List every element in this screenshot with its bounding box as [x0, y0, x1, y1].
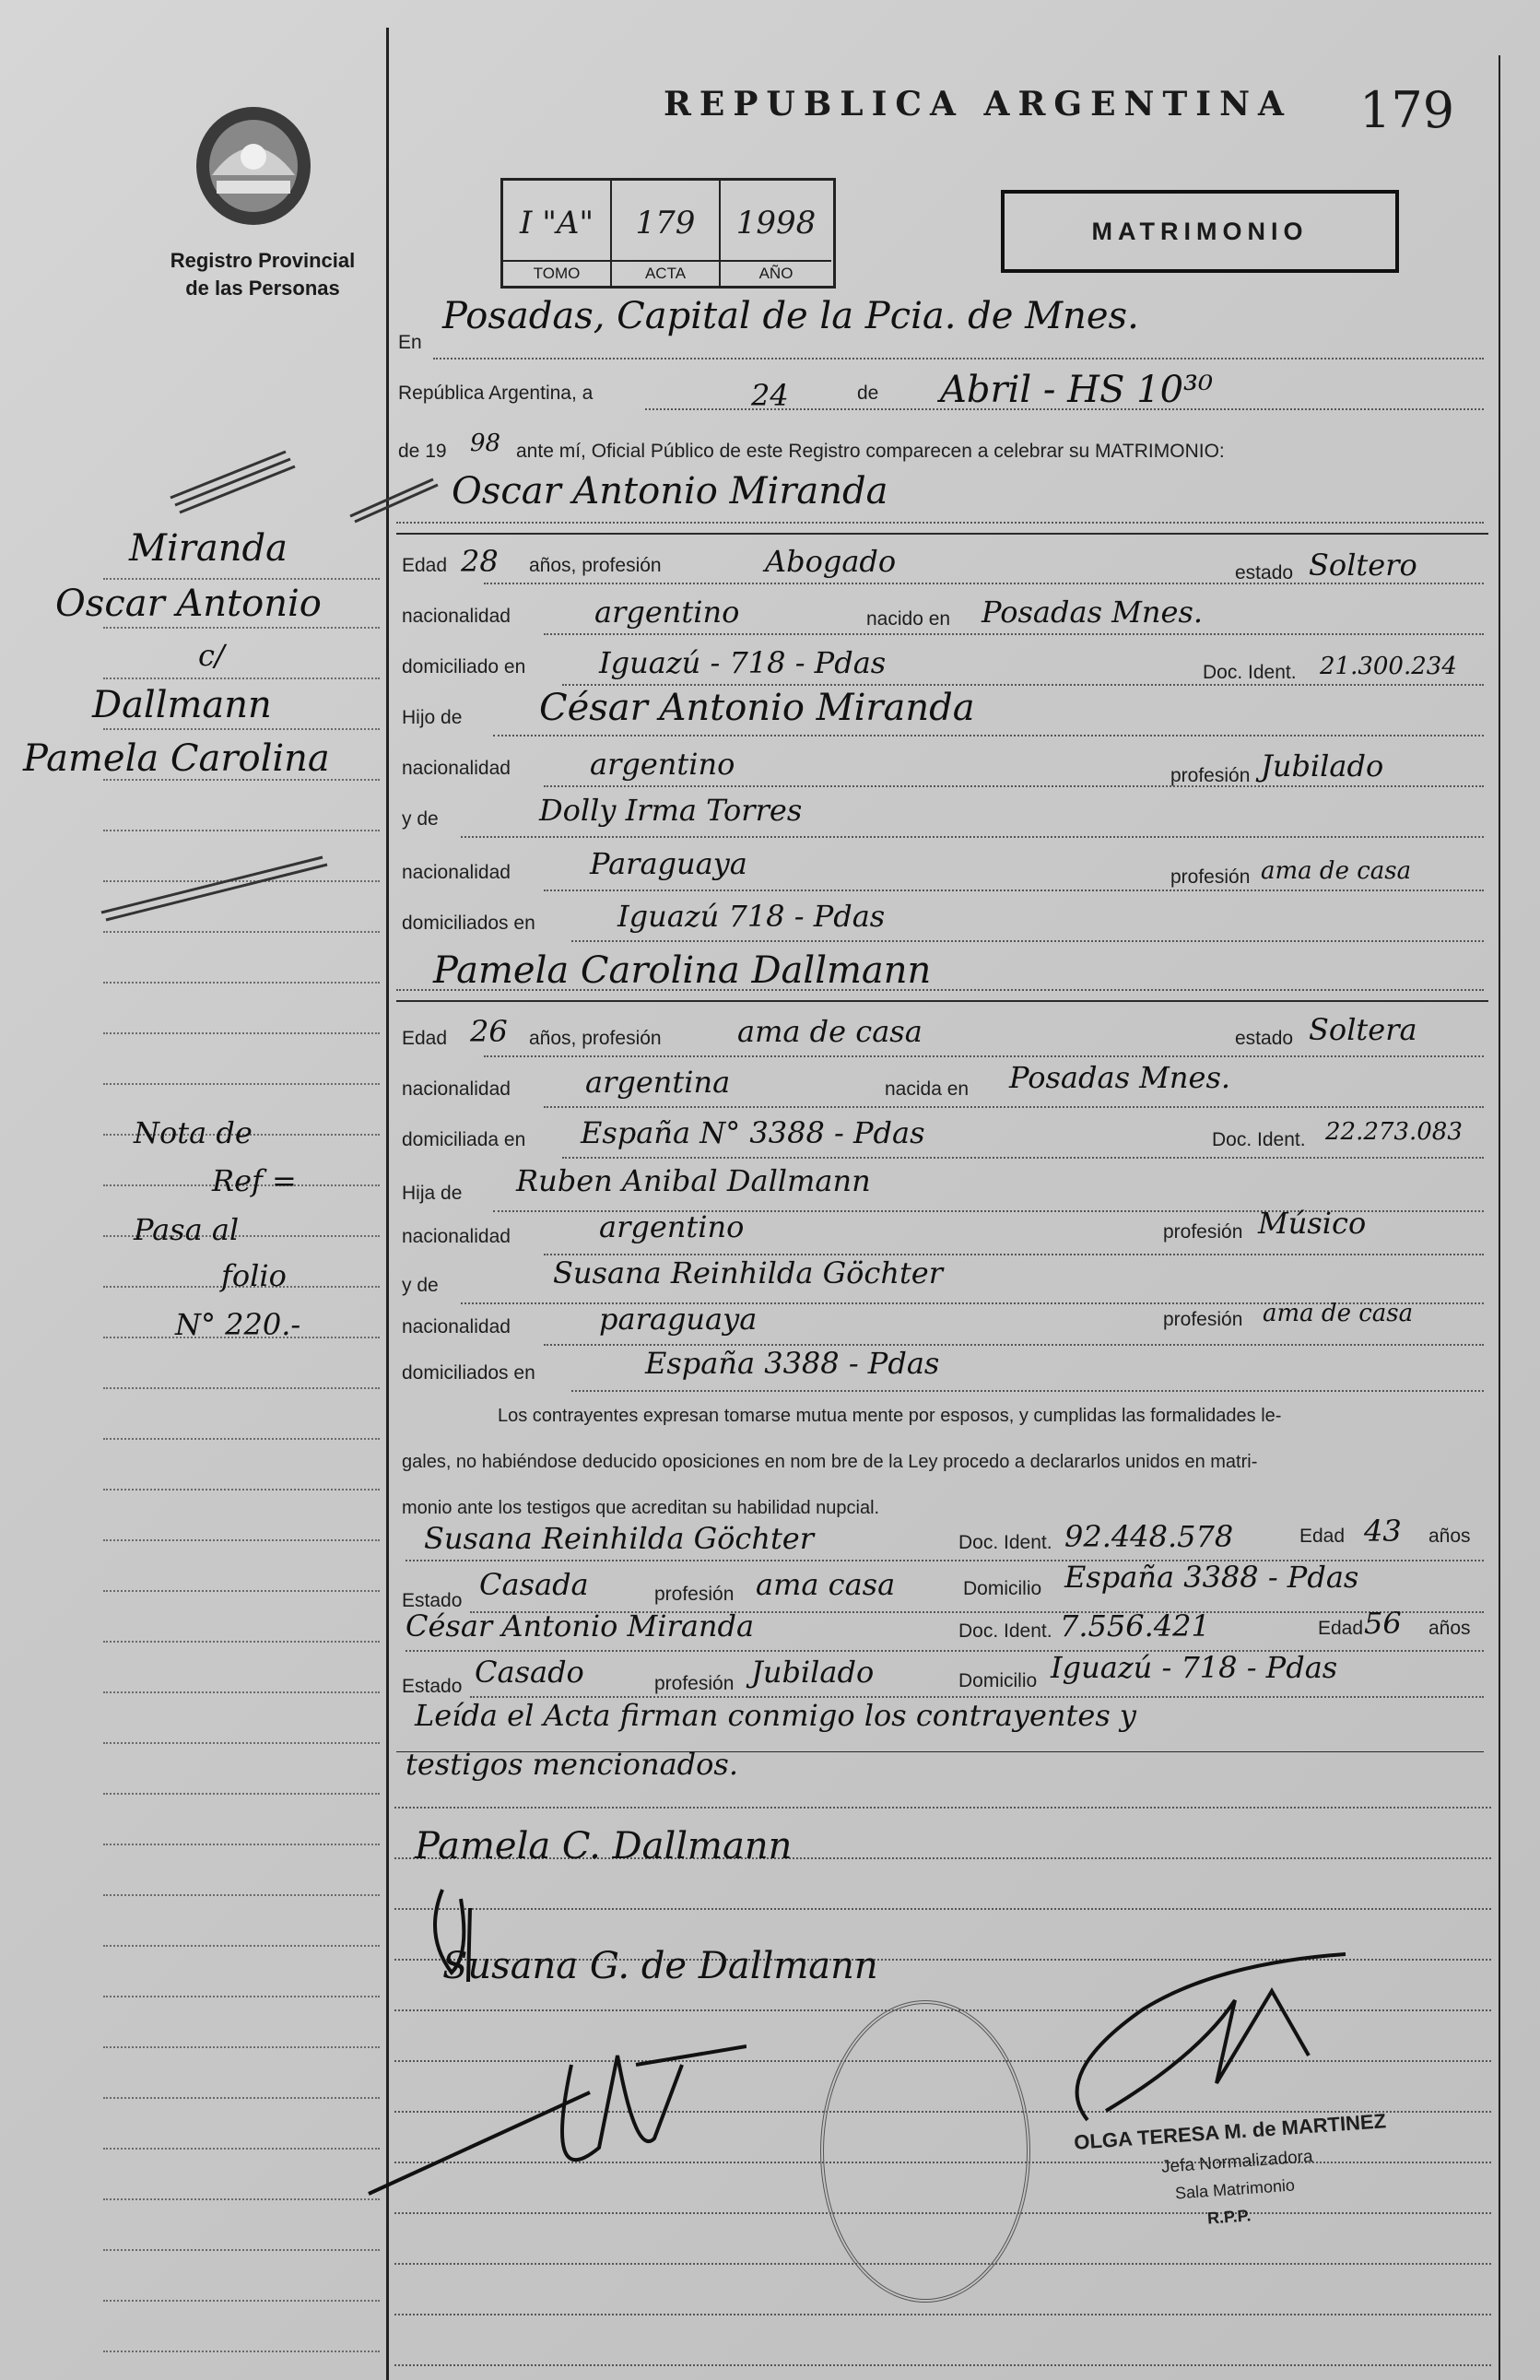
- witness1-anos-label: años: [1428, 1526, 1471, 1547]
- bride-father: Ruben Anibal Dallmann: [516, 1163, 871, 1198]
- witness1-estado-label: Estado: [402, 1590, 463, 1611]
- witness1-age: 43: [1364, 1514, 1402, 1549]
- declaration-line-3: monio ante los testigos que acreditan su habilidad nupcial.: [402, 1498, 880, 1518]
- bride-age: 26: [470, 1014, 508, 1049]
- witness2-name: César Antonio Miranda: [406, 1608, 755, 1644]
- bride-nat-label: nacionalidad: [402, 1078, 511, 1100]
- groom-name: Oscar Antonio Miranda: [452, 470, 888, 513]
- groom-edad-label: Edad: [402, 555, 448, 576]
- matrimonio-label: MATRIMONIO: [1091, 218, 1309, 245]
- witness1-status: Casada: [479, 1567, 589, 1602]
- groom-yde-label: y de: [402, 808, 439, 830]
- republica-label: República Argentina, a: [398, 383, 594, 404]
- groom-dom-label: domiciliado en: [402, 656, 526, 677]
- groom-address: Iguazú - 718 - Pdas: [599, 645, 887, 680]
- groom-father-nat: argentino: [590, 747, 735, 782]
- declaration-line-2: gales, no habiéndose deducido oposiciones en nom bre de la Ley procedo a declararlos unidos en matri-: [402, 1452, 1258, 1472]
- witness1-doc: 92.448.578: [1064, 1519, 1234, 1554]
- signature-4-icon: [359, 2009, 746, 2212]
- groom-rule: [396, 533, 1488, 535]
- bride-prof-label: años, profesión: [529, 1028, 662, 1049]
- acta-label: ACTA: [612, 260, 719, 286]
- groom-estado-label: estado: [1235, 562, 1294, 583]
- bride-yde-label: y de: [402, 1275, 439, 1296]
- ano-value: 1998: [735, 205, 817, 242]
- signature-1: Pamela C. Dallmann: [415, 1825, 793, 1867]
- bride-born: Posadas Mnes.: [1009, 1060, 1231, 1095]
- groom-nationality: argentino: [594, 595, 740, 630]
- groom-nat-label: nacionalidad: [402, 606, 511, 627]
- acta-value: 179: [635, 205, 696, 242]
- groom-age: 28: [461, 544, 499, 579]
- bride-hija-label: Hija de: [402, 1183, 463, 1204]
- witness1-prof: ama casa: [756, 1567, 896, 1602]
- day-value: 24: [751, 378, 789, 413]
- bride-name: Pamela Carolina Dallmann: [433, 949, 932, 992]
- bride-father-nat: argentino: [599, 1209, 745, 1244]
- official-signature-icon: [1032, 1936, 1364, 2138]
- margin-note-4: folio: [221, 1258, 287, 1293]
- right-margin-rule: [1499, 55, 1500, 2380]
- official-org: R.P.P.: [1206, 2206, 1252, 2228]
- declaration-line-1: Los contrayentes expresan tomarse mutua mente por esposos, y cumplidas las formalidades le-: [498, 1406, 1282, 1426]
- witness1-doc-label: Doc. Ident.: [958, 1532, 1052, 1553]
- groom-father: César Antonio Miranda: [539, 687, 975, 729]
- bride-mother-nat-label: nacionalidad: [402, 1316, 511, 1337]
- witness2-dom-label: Domicilio: [958, 1670, 1038, 1691]
- groom-parents-addr: Iguazú 718 - Pdas: [617, 899, 886, 934]
- witness2-address: Iguazú - 718 - Pdas: [1051, 1650, 1338, 1685]
- de-label: de: [857, 383, 879, 404]
- bride-parents-dom-label: domiciliados en: [402, 1362, 535, 1384]
- groom-strike-mark: [341, 470, 452, 525]
- witness2-status: Casado: [475, 1655, 584, 1690]
- bride-profession: ama de casa: [737, 1014, 923, 1049]
- bride-doc: 22.273.083: [1325, 1118, 1463, 1146]
- bride-estado-label: estado: [1235, 1028, 1294, 1049]
- bride-rule: [396, 1000, 1488, 1002]
- official-dept: Sala Matrimonio: [1174, 2175, 1296, 2203]
- bride-edad-label: Edad: [402, 1028, 448, 1049]
- bride-mother: Susana Reinhilda Göchter: [553, 1255, 944, 1290]
- matrimonio-box: [1001, 190, 1399, 273]
- groom-father-nat-label: nacionalidad: [402, 758, 511, 779]
- year-suffix: 98: [470, 430, 501, 457]
- ano-label: AÑO: [721, 260, 831, 286]
- groom-prof-label: años, profesión: [529, 555, 662, 576]
- bride-mother-prof: ama de casa: [1263, 1300, 1414, 1327]
- witness1-dom-label: Domicilio: [963, 1578, 1042, 1599]
- registry-name: Registro Provincial de las Personas: [170, 249, 356, 300]
- official-seal-stamp: [820, 2000, 1030, 2303]
- margin-note-1: Nota de: [134, 1115, 253, 1150]
- witness1-name: Susana Reinhilda Göchter: [424, 1521, 815, 1556]
- month-time-value: Abril - HS 10³⁰: [940, 369, 1214, 411]
- groom-nacido-label: nacido en: [866, 608, 951, 630]
- bride-father-prof: Músico: [1258, 1206, 1367, 1241]
- groom-profession: Abogado: [765, 544, 897, 579]
- witness1-address: España 3388 - Pdas: [1064, 1560, 1359, 1595]
- province-coat-of-arms-icon: [184, 101, 323, 230]
- margin-bride-surname: Dallmann: [92, 684, 272, 726]
- bride-father-prof-label: profesión: [1163, 1221, 1243, 1243]
- witness2-doc-label: Doc. Ident.: [958, 1620, 1052, 1642]
- page-number: 179: [1359, 81, 1455, 139]
- witness1-prof-label: profesión: [654, 1584, 735, 1605]
- witness2-edad-label: Edad: [1318, 1618, 1364, 1639]
- groom-father-prof: Jubilado: [1261, 748, 1384, 784]
- closing-line-1: Leída el Acta firman conmigo los contrayentes y: [415, 1698, 1136, 1733]
- closing-line-2: testigos mencionados.: [406, 1747, 738, 1782]
- bride-dom-label: domiciliada en: [402, 1129, 526, 1150]
- margin-note-5: N° 220.-: [175, 1307, 301, 1342]
- intro-text: ante mí, Oficial Público de este Registro comparecen a celebrar su MATRIMONIO:: [516, 441, 1225, 462]
- tomo-acta-ano-box: [500, 178, 836, 289]
- tomo-value: I "A": [519, 205, 594, 242]
- bride-status: Soltera: [1309, 1012, 1417, 1047]
- document-title: REPUBLICA ARGENTINA: [664, 85, 1292, 124]
- bride-mother-prof-label: profesión: [1163, 1309, 1243, 1330]
- tomo-label: TOMO: [503, 260, 610, 286]
- en-label: En: [398, 332, 422, 353]
- groom-mother: Dolly Irma Torres: [539, 793, 803, 828]
- witness2-age: 56: [1364, 1606, 1402, 1641]
- signature-3: Susana G. de Dallmann: [442, 1945, 878, 1987]
- official-name: OLGA TERESA M. de MARTINEZ: [1073, 2109, 1387, 2154]
- bride-address: España N° 3388 - Pdas: [581, 1115, 925, 1150]
- place-value: Posadas, Capital de la Pcia. de Mnes.: [442, 295, 1139, 337]
- groom-doc: 21.300.234: [1320, 653, 1457, 680]
- bride-parents-addr: España 3388 - Pdas: [645, 1346, 940, 1381]
- groom-father-prof-label: profesión: [1170, 765, 1251, 786]
- margin-groom-given: Oscar Antonio: [55, 583, 322, 625]
- year-prefix: de 19: [398, 441, 447, 462]
- groom-mother-nat: Paraguaya: [590, 846, 747, 881]
- groom-mother-prof: ama de casa: [1261, 857, 1412, 885]
- groom-mother-prof-label: profesión: [1170, 866, 1251, 888]
- witness2-anos-label: años: [1428, 1618, 1471, 1639]
- official-role: Jefa Normalizadora: [1160, 2147, 1314, 2177]
- margin-note-3: Pasa al: [134, 1212, 240, 1247]
- groom-born: Posadas Mnes.: [982, 595, 1204, 630]
- margin-groom-surname: Miranda: [129, 527, 288, 570]
- bride-doc-label: Doc. Ident.: [1212, 1129, 1306, 1150]
- groom-doc-label: Doc. Ident.: [1203, 662, 1297, 683]
- groom-status: Soltero: [1309, 548, 1417, 583]
- margin-strike-marks: [0, 442, 396, 959]
- margin-note-2: Ref =: [212, 1163, 297, 1198]
- witness2-doc: 7.556.421: [1060, 1608, 1210, 1644]
- groom-parents-dom-label: domiciliados en: [402, 913, 535, 934]
- witness2-estado-label: Estado: [402, 1676, 463, 1697]
- bride-father-nat-label: nacionalidad: [402, 1226, 511, 1247]
- bride-mother-nat: paraguaya: [599, 1302, 758, 1337]
- witness1-edad-label: Edad: [1299, 1526, 1346, 1547]
- groom-mother-nat-label: nacionalidad: [402, 862, 511, 883]
- margin-bride-given: Pamela Carolina: [23, 737, 330, 780]
- witness2-prof-label: profesión: [654, 1673, 735, 1694]
- bride-nacida-label: nacida en: [885, 1078, 970, 1100]
- groom-hijo-label: Hijo de: [402, 707, 463, 728]
- margin-connector: c/: [198, 638, 225, 673]
- witness2-prof: Jubilado: [751, 1655, 875, 1690]
- bride-nationality: argentina: [585, 1065, 731, 1100]
